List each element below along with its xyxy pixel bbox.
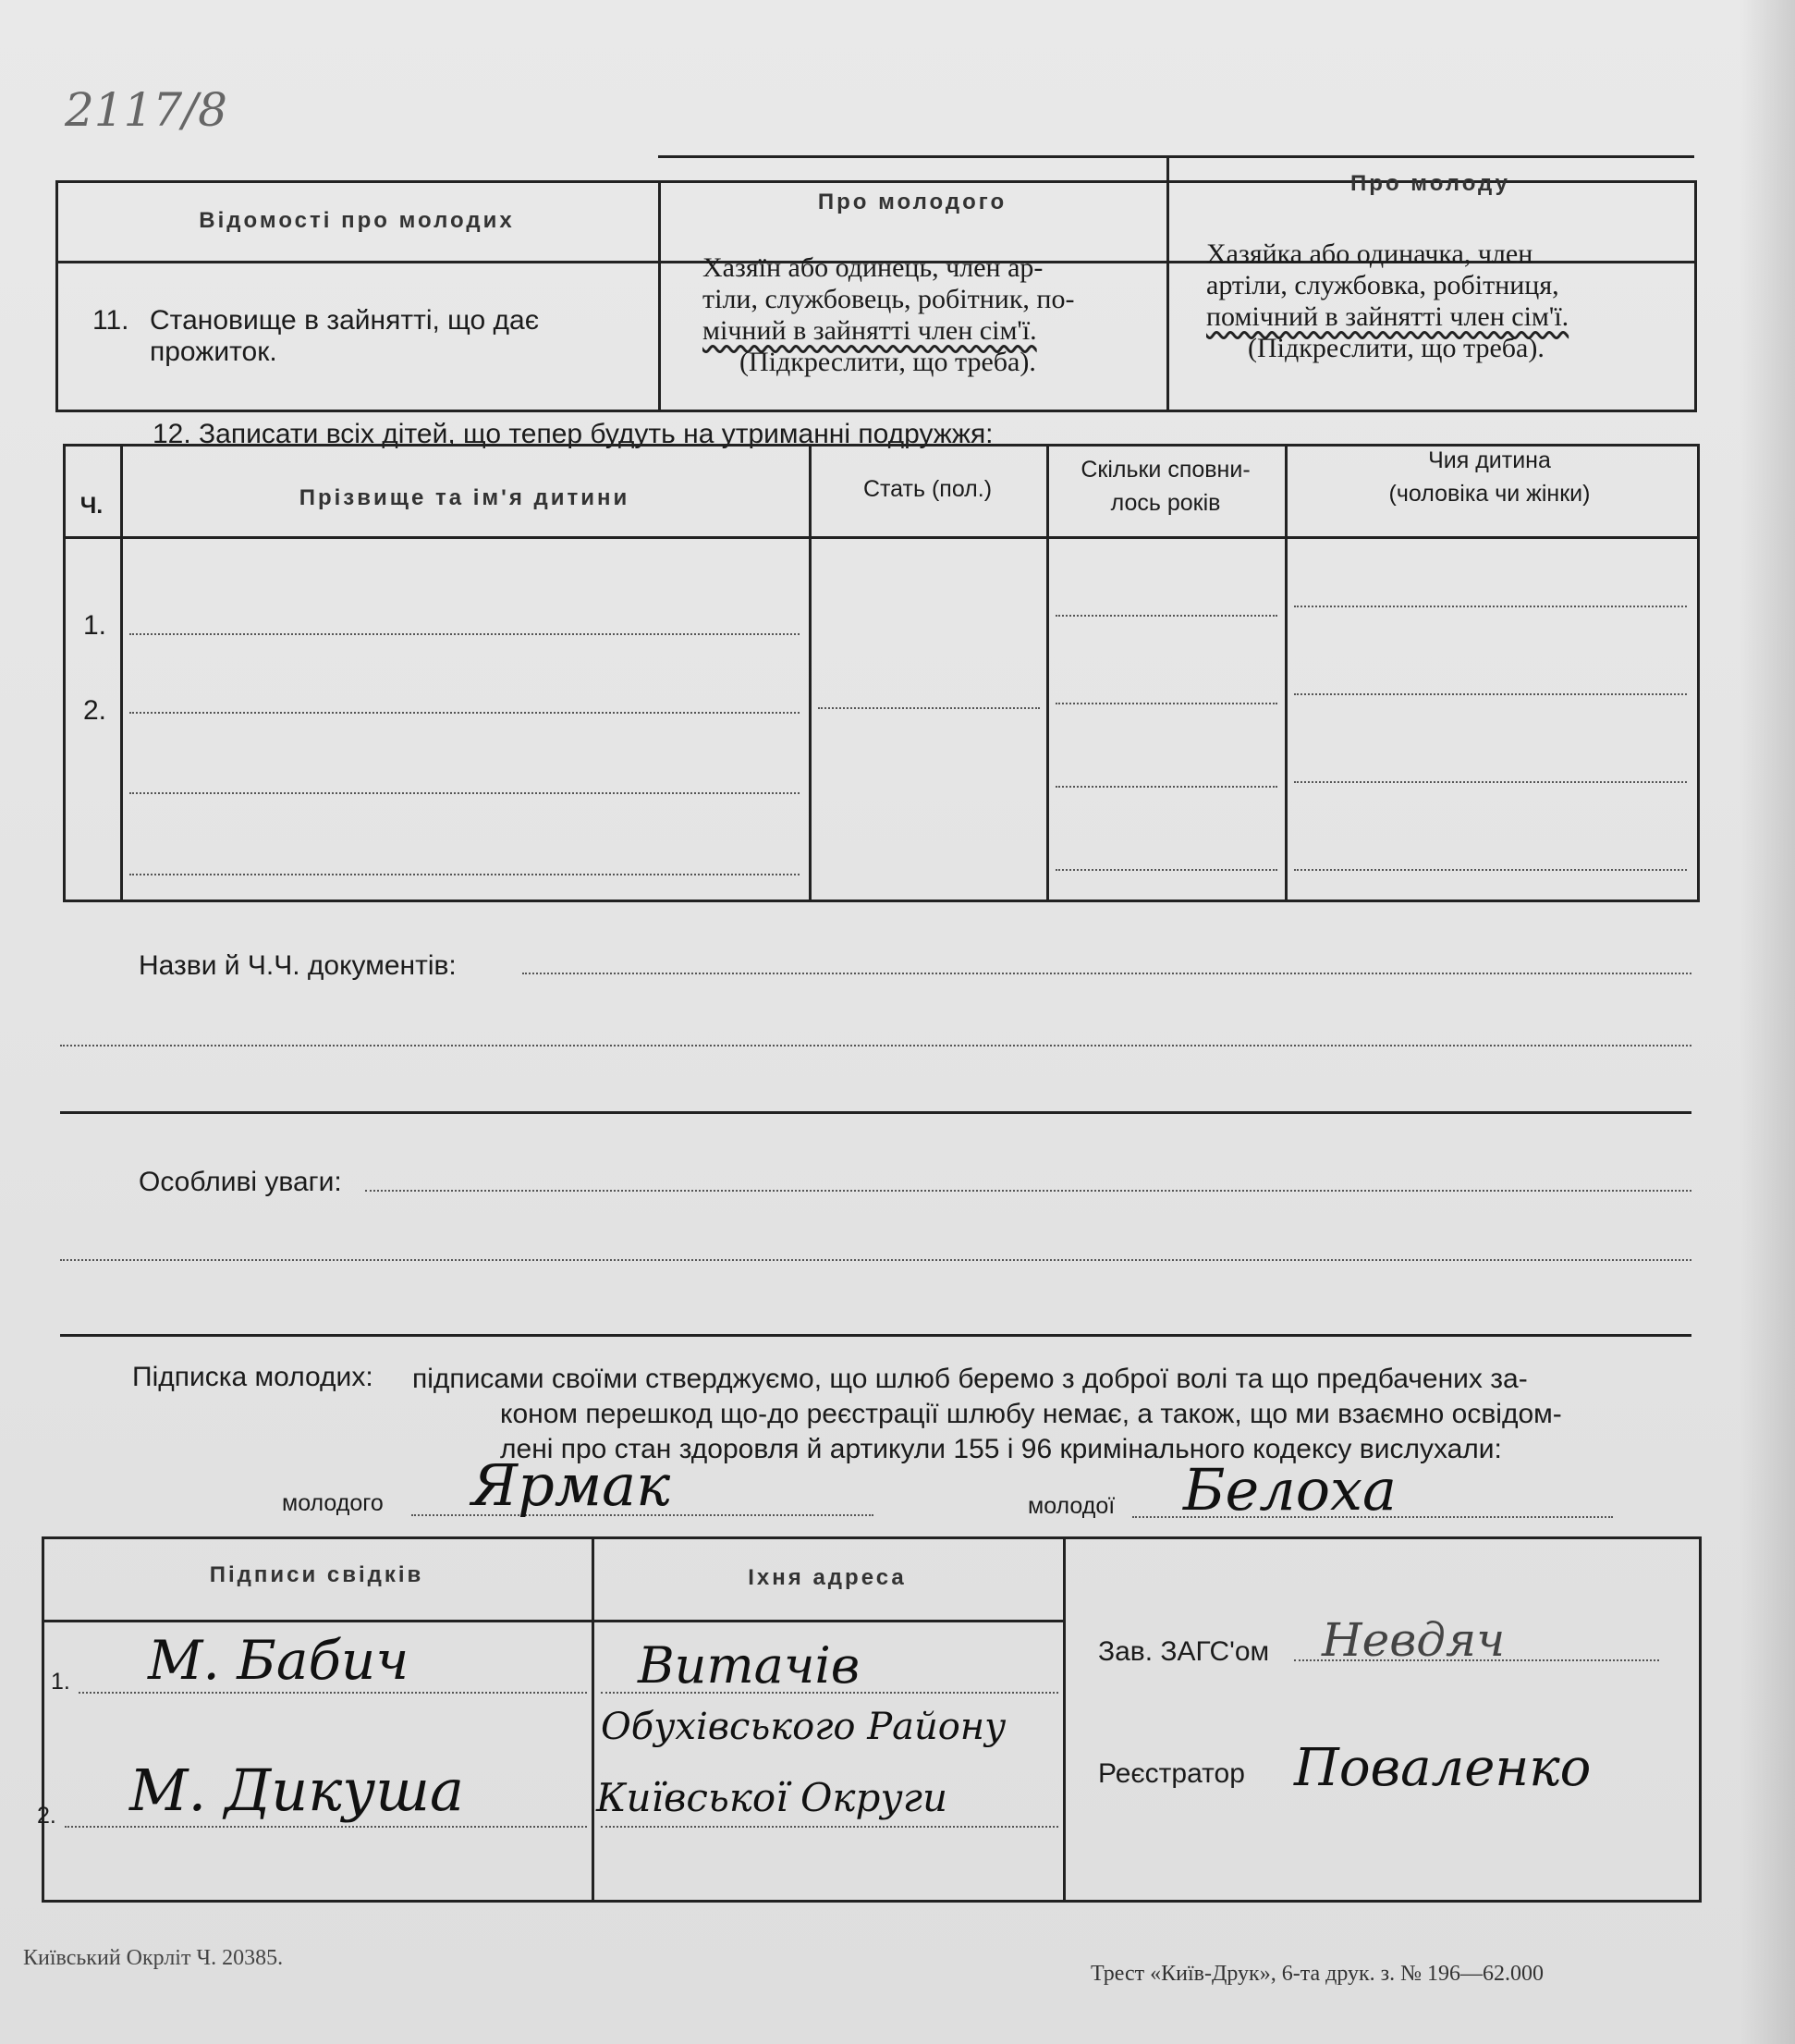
child-row-1-whose-line <box>1294 606 1687 607</box>
address-line-3: Київської Округи <box>596 1775 948 1820</box>
remarks-line-2 <box>60 1259 1691 1261</box>
bride-underline-note: (Підкреслити, що треба). <box>1248 333 1545 363</box>
groom-header: Про молодого <box>817 190 1007 214</box>
child-row-3-whose-line <box>1294 781 1687 783</box>
witness-2-signature: М. Дикуша <box>129 1756 464 1824</box>
witness-row-1-line <box>79 1692 587 1694</box>
groom-option-line3: мічний в зайнятті член сім'ї. <box>702 315 1037 346</box>
bride-header: Про молоду <box>1350 171 1510 196</box>
head-label: Зав. ЗАГС'ом <box>1098 1636 1270 1667</box>
page-edge-shadow <box>1740 0 1795 2044</box>
child-row-2-sex-line <box>818 707 1040 709</box>
groom-underline-note: (Підкреслити, що треба). <box>739 347 1036 377</box>
row11-label: Становище в зайнятті, що дає прожиток. <box>150 305 540 367</box>
pledge-line-2: коном перешкод що-до реєстрації шлюбу немає, а також, що ми взаємно освідом- <box>500 1399 1562 1429</box>
child-row-2-whose-line <box>1294 693 1687 695</box>
child-row-2-num: 2. <box>83 695 107 726</box>
address-line-2-rule <box>601 1826 1058 1828</box>
pledge-line-3: лені про стан здоровля й артикули 155 і 96 кримінального кодексу вислухали: <box>500 1434 1502 1464</box>
child-row-4-name-line <box>129 874 800 875</box>
groom-signature: Ярмак <box>471 1451 671 1519</box>
head-signature: Невдяч <box>1322 1613 1506 1667</box>
col-name-header: Прізвище та ім'я дитини <box>299 485 630 510</box>
witness-address-header: Іхня адреса <box>748 1565 907 1590</box>
bride-option-line3: помічний в зайнятті член сім'ї. <box>1206 301 1569 332</box>
section11-top-right <box>658 155 1694 158</box>
witness-signatures-header: Підписи свідків <box>209 1562 424 1587</box>
witness-row-2-line <box>65 1826 587 1828</box>
registrar-signature: Поваленко <box>1294 1738 1592 1798</box>
child-row-4-age-line <box>1056 869 1277 871</box>
address-line-1: Витачів <box>638 1636 861 1695</box>
section12-title: 12. Записати всіх дітей, що тепер будуть на утриманні подружжя: <box>153 419 994 449</box>
bride-option-line1: Хазяйка або одиначка, член <box>1206 239 1533 269</box>
witnesses-col-2 <box>1063 1536 1066 1900</box>
groom-option-line1: Хазяїн або одинець, член ар- <box>702 252 1044 283</box>
witness-row-2-num: 2. <box>37 1803 56 1829</box>
row11-num: 11. <box>92 305 129 336</box>
footer-left: Київський Окрліт Ч. 20385. <box>23 1946 284 1970</box>
bride-signature: Белоха <box>1183 1456 1397 1524</box>
child-row-1-name-line <box>129 633 800 635</box>
bride-occupation-options <box>1206 239 1668 364</box>
children-col-1 <box>120 444 123 900</box>
documents-separator <box>60 1111 1691 1114</box>
col-whose-line2: (чоловіка чи жінки) <box>1388 481 1591 507</box>
witness-row-1-num: 1. <box>51 1669 70 1695</box>
address-line-2: Обухівського Району <box>601 1706 1007 1748</box>
witnesses-header-divider <box>42 1620 1066 1622</box>
documents-label: Назви й Ч.Ч. документів: <box>139 950 457 981</box>
child-row-1-num: 1. <box>83 610 107 641</box>
groom-option-line2: тіли, службовець, робітник, по- <box>702 284 1075 314</box>
col-whose-line1: Чия дитина <box>1428 447 1551 473</box>
child-row-3-age-line <box>1056 786 1277 788</box>
remarks-line-1 <box>365 1190 1691 1192</box>
remarks-label: Особливі уваги: <box>139 1167 342 1197</box>
children-col-4 <box>1285 444 1288 900</box>
children-header-divider <box>63 536 1697 539</box>
pledge-label: Підписка молодих: <box>132 1362 373 1392</box>
documents-line-1 <box>522 973 1691 974</box>
documents-line-2 <box>60 1045 1691 1046</box>
section11-col-header: Відомості про молодих <box>199 208 515 233</box>
remarks-separator <box>60 1334 1691 1337</box>
child-row-1-age-line <box>1056 615 1277 617</box>
child-row-3-name-line <box>129 792 800 794</box>
bride-signature-label: молодої <box>1028 1493 1116 1519</box>
children-col-2 <box>809 444 812 900</box>
groom-occupation-options <box>702 252 1137 378</box>
children-table <box>63 444 1700 902</box>
archive-number: 2117/8 <box>65 83 227 137</box>
col-age-header <box>1046 453 1285 520</box>
col-num-header: Ч. <box>79 493 104 519</box>
registrar-label: Реєстратор <box>1098 1758 1245 1789</box>
groom-signature-label: молодого <box>282 1490 384 1516</box>
pledge-line-1: підписами своїми стверджуємо, що шлюб беремо з доброї волі та що предбачених за- <box>412 1364 1528 1394</box>
child-row-4-whose-line <box>1294 869 1687 871</box>
col-age-line1: Скільки сповни- <box>1081 457 1251 483</box>
child-row-2-name-line <box>129 712 800 714</box>
bride-option-line2: артіли, службовка, робітниця, <box>1206 270 1559 300</box>
col-sex-header: Стать (пол.) <box>862 476 993 502</box>
footer-right: Трест «Київ-Друк», 6-та друк. з. № 196—62.000 <box>1091 1962 1545 1986</box>
witness-1-signature: М. Бабич <box>148 1629 409 1692</box>
col-age-line2: лось років <box>1110 490 1221 516</box>
child-row-2-age-line <box>1056 703 1277 704</box>
col-whose-header <box>1285 444 1694 510</box>
